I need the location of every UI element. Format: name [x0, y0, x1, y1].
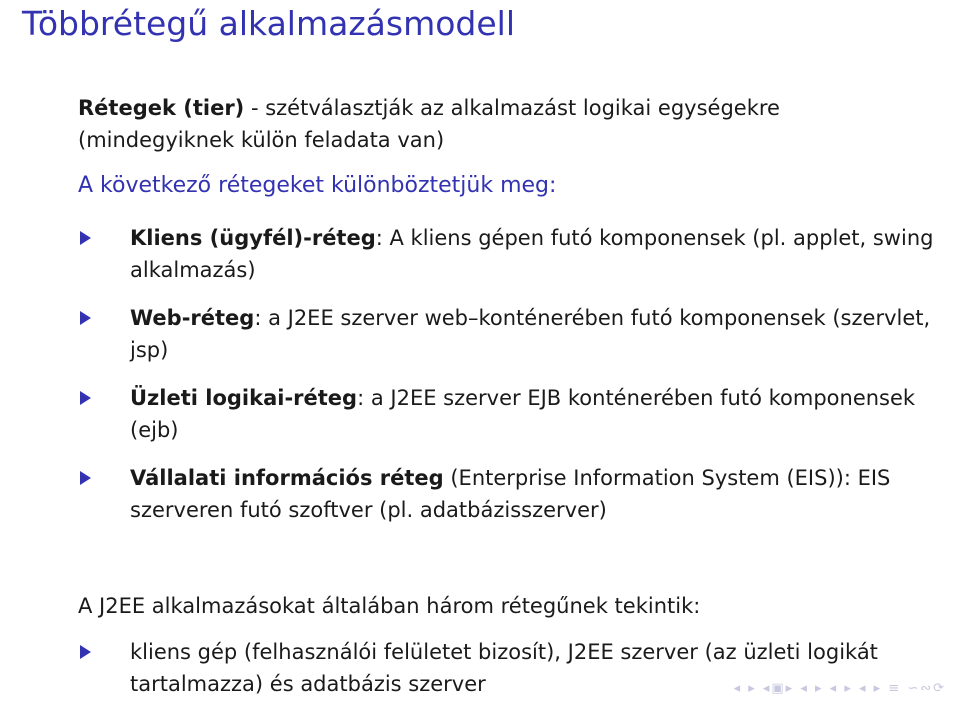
triangle-bullet-icon	[80, 471, 91, 485]
layer-term: Kliens (ügyfél)-réteg	[130, 226, 376, 250]
slide-content	[78, 92, 938, 716]
intro-text: - szétválasztják az alkalmazást logikai egységekre (mindegyiknek külön feladata van)	[78, 96, 780, 152]
list-item	[78, 382, 938, 446]
slide-title: Többrétegű alkalmazásmodell	[22, 4, 516, 43]
triangle-bullet-icon	[80, 645, 91, 659]
intro-term: Rétegek (tier)	[78, 96, 245, 120]
layer-list	[78, 222, 938, 526]
layer-text: : a J2EE szerver web–konténerében futó komponensek (szervlet, jsp)	[130, 306, 931, 362]
intro-paragraph	[78, 92, 938, 156]
layer-text: : a J2EE szerver EJB konténerében futó komponensek (ejb)	[130, 386, 916, 442]
triangle-bullet-icon	[80, 231, 91, 245]
layer-text: (Enterprise Information System (EIS)): EIS szerveren futó szoftver (pl. adatbázisszerver)	[130, 466, 891, 522]
list-item	[78, 462, 938, 526]
layer-term: Üzleti logikai-réteg	[130, 386, 358, 410]
layer-term: Web-réteg	[130, 306, 255, 330]
spacer	[78, 542, 938, 590]
list-item	[78, 302, 938, 366]
triangle-bullet-icon	[80, 391, 91, 405]
list-heading: A következő rétegeket különböztetjük meg:	[78, 173, 557, 198]
triangle-bullet-icon	[80, 311, 91, 325]
beamer-navigation-icons[interactable]: ◂ ▸ ◂▣▸ ◂ ▸ ◂ ▸ ◂ ▸ ≡ ∽∾⟳	[733, 681, 946, 696]
layer-text: : A kliens gépen futó komponensek (pl. applet, swing alkalmazás)	[130, 226, 934, 282]
closing-item-text: kliens gép (felhasználói felületet bizosít), J2EE szerver (az üzleti logikát tartalmazza) és adatbázis szerver	[130, 640, 878, 696]
closing-paragraph: A J2EE alkalmazásokat általában három rétegűnek tekintik:	[78, 594, 701, 618]
list-item	[78, 222, 938, 286]
layer-term: Vállalati információs réteg	[130, 466, 444, 490]
